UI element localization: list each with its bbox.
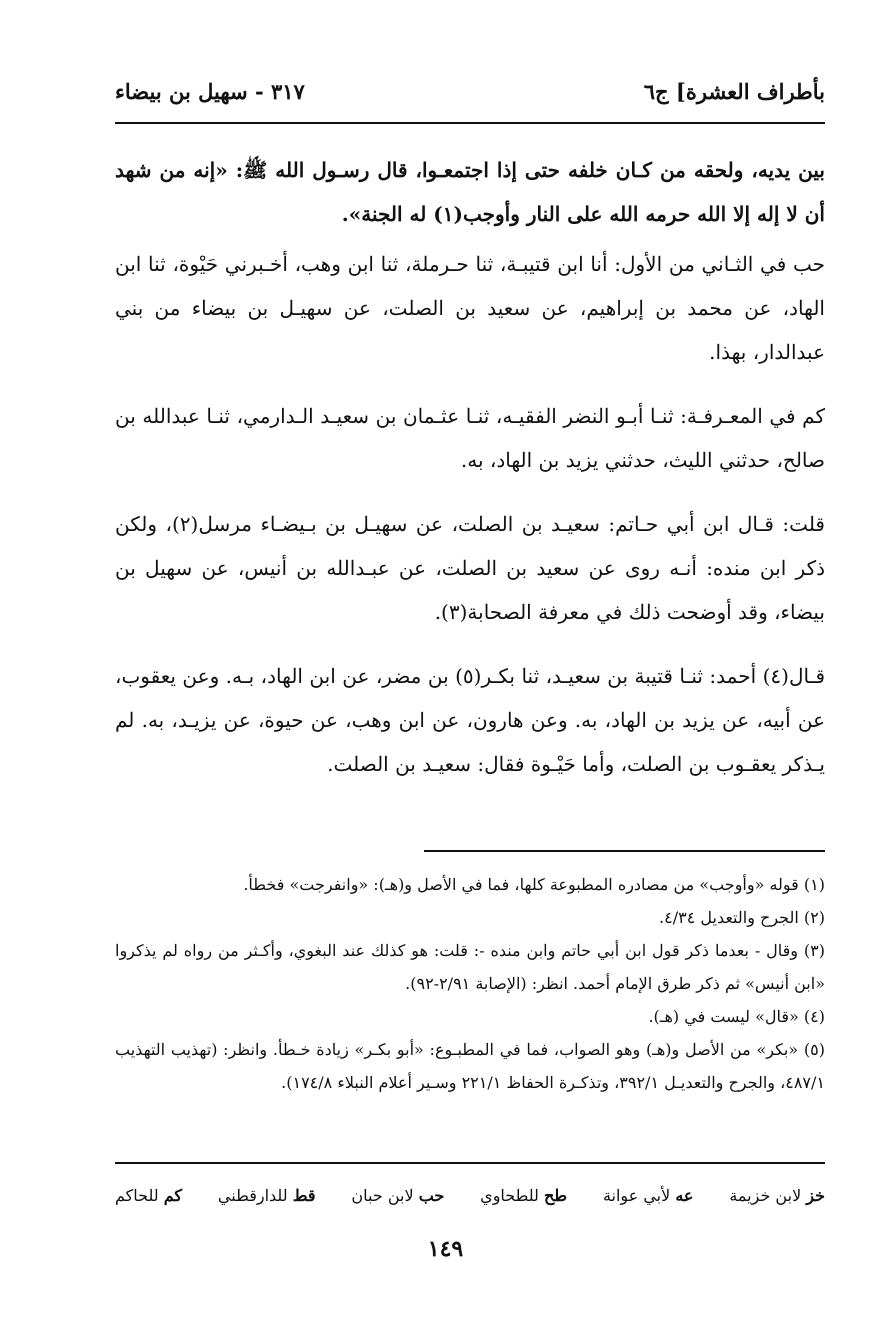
abbreviation-key xyxy=(115,1180,825,1210)
header-divider xyxy=(115,122,825,124)
key-item xyxy=(218,1186,316,1205)
footnote: (١) قوله «وأوجب» من مصادره المطبوعة كلها، فما في الأصل و(هـ): «وانفرجت» فخطأ. xyxy=(243,875,825,894)
footnote: (٢) الجرح والتعديل ٤/٣٤. xyxy=(659,908,825,927)
key-text: لأبي عوانة xyxy=(602,1185,671,1205)
paragraph-ibn-hibban: حب في الثـاني من الأول: أنا ابن قتيبـة، ثنا حـرملة، ثنا ابن وهب، أخـبرني حَيْوة، ثنا ابن الهاد، عن محمد بن إبراهيم، عن سعيد بن الصلت، عن سهيـل بن بيضاء من بني عبدالدار، بهذا. xyxy=(115,252,825,364)
footnote: (٤) «قال» ليست في (هـ). xyxy=(648,1007,825,1026)
book-title: بأطراف العشرة] ج٦ xyxy=(643,78,825,104)
hadith-text: بين يديه، ولحقه من كـان خلفه حتى إذا اجتمعـوا، قال رسـول الله ﷺ: «إنه من شهد أن لا إله إلا الله حرمه الله على النار وأوجب(١) له الجنة». xyxy=(115,158,825,226)
entry-title: ٣١٧ - سهيل بن بيضاء xyxy=(115,78,305,104)
key-text: للحاكم xyxy=(115,1185,159,1205)
key-item xyxy=(603,1186,694,1205)
key-text: لابن خزيمة xyxy=(729,1185,802,1205)
footnote-divider xyxy=(424,850,825,852)
footnotes xyxy=(115,868,825,1099)
key-code: كم xyxy=(163,1185,183,1205)
paragraph-comment: قلت: قـال ابن أبي حـاتم: سعيـد بن الصلت، عن سهيـل بن بـيضـاء مرسل(٢)، ولكن ذكر ابن منده: أنـه روى عن سعيد بن الصلت، عن عبـدالله بن أنيس، عن سهيل بن بيضاء، وقد أوضحت ذلك في معرفة الصحابة(٣). xyxy=(115,512,825,624)
paragraph-ahmad: قـال(٤) أحمد: ثنـا قتيبة بن سعيـد، ثنا بكـر(٥) بن مضر، عن ابن الهاد، بـه. وعن يعقوب، عن أبيه، عن يزيد بن الهاد، به. وعن هارون، عن ابن وهب، عن حيوة، عن يزيـد، به. لم يـذكر يعقـوب بن الصلت، وأما حَيْـوة فقال: سعيـد بن الصلت. xyxy=(115,664,826,776)
key-code: حب xyxy=(418,1185,445,1205)
running-header xyxy=(115,72,825,110)
key-text: للطحاوي xyxy=(480,1185,539,1205)
key-item xyxy=(480,1186,567,1205)
key-text: للدارقطني xyxy=(217,1185,288,1205)
key-code: عه xyxy=(675,1185,694,1205)
paragraph-hakim: كم في المعـرفـة: ثنـا أبـو النضر الفقيـه، ثنـا عثـمان بن سعيـد الـدارمي، ثنـا عبدالله بن صالح، حدثني الليث، حدثني يزيد بن الهاد، به. xyxy=(115,404,825,472)
key-divider xyxy=(115,1162,825,1164)
key-item xyxy=(351,1186,444,1205)
key-item xyxy=(729,1186,825,1205)
key-text: لابن حبان xyxy=(351,1185,414,1205)
page-number: ١٤٩ xyxy=(427,1236,464,1262)
key-item xyxy=(115,1186,182,1205)
footnote: (٥) «بكر» من الأصل و(هـ) وهو الصواب، فما في المطبـوع: «أبو بكـر» زيادة خـطأ. وانظر: (تهذيب التهذيب ٤٨٧/١، والجرح والتعديـل ٣٩٢/١، وتذكـرة الحفاظ ٢٢١/١ وسـير أعلام النبلاء ١٧٤/٨). xyxy=(115,1040,825,1092)
footnote: (٣) وقال - بعدما ذكر قول ابن أبي حاتم وابن منده -: قلت: هو كذلك عند البغوي، وأكـثر من رواه لم يذكروا «ابن أنيس» ثم ذكر طرق الإمام أحمد. انظر: (الإصابة ٢/٩١-٩٢). xyxy=(115,941,825,993)
main-text xyxy=(115,148,825,786)
key-code: قط xyxy=(292,1185,316,1205)
key-code: طح xyxy=(544,1185,568,1205)
key-code: خز xyxy=(806,1185,825,1205)
